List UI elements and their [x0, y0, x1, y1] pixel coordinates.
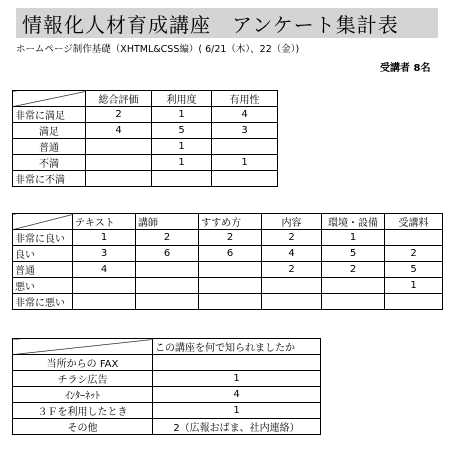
row-label: 普通: [13, 139, 86, 155]
column-header: テキスト: [73, 214, 136, 230]
column-header: 環境・設備: [322, 214, 385, 230]
row-label: 非常に良い: [13, 230, 73, 246]
table-row: [13, 123, 278, 139]
table-cell: [385, 230, 443, 246]
table-cell: [136, 294, 199, 310]
title-bar: [16, 8, 438, 38]
table-cell: [199, 294, 262, 310]
column-header: 受講料: [385, 214, 443, 230]
column-header: 総合評価: [86, 91, 152, 107]
attendee-count: 受講者 8名: [380, 63, 431, 74]
evaluation-table: [12, 213, 443, 310]
row-label: ３Ｆを利用したとき: [13, 403, 153, 419]
column-header: 講師: [136, 214, 199, 230]
table-row: [13, 355, 321, 371]
table-cell: 4: [73, 262, 136, 278]
table-cell: [136, 262, 199, 278]
row-label: 非常に悪い: [13, 294, 73, 310]
table-cell: 1: [153, 403, 321, 419]
table-cell: 1: [153, 371, 321, 387]
row-label: 当所からの FAX: [13, 355, 153, 371]
table-cell: [73, 294, 136, 310]
table-cell: 4: [86, 123, 152, 139]
table-cell: 2: [199, 230, 262, 246]
row-label: 不満: [13, 155, 86, 171]
question-header: この講座を何で知られましたか: [153, 339, 321, 355]
table-row: [13, 387, 321, 403]
table-cell: 4: [212, 107, 278, 123]
table-row: [13, 171, 278, 187]
table-cell: [136, 278, 199, 294]
table-corner-cell: [13, 214, 73, 230]
table-cell: 1: [152, 107, 212, 123]
table-row: [13, 278, 443, 294]
table-cell: 2: [385, 246, 443, 262]
row-label: 非常に満足: [13, 107, 86, 123]
table-cell: 2: [262, 262, 322, 278]
page-title: 情報化人材育成講座 アンケート集計表: [22, 12, 399, 37]
table-row: [13, 230, 443, 246]
table-cell: 1: [152, 139, 212, 155]
table-row: [13, 155, 278, 171]
table-row: [13, 262, 443, 278]
column-header: 有用性: [212, 91, 278, 107]
table-row: [13, 246, 443, 262]
table-cell: 4: [262, 246, 322, 262]
table-cell: [262, 294, 322, 310]
table-cell: 2（広報おばま、社内連絡）: [153, 419, 321, 435]
table-cell: 1: [322, 230, 385, 246]
table-cell: [322, 294, 385, 310]
table-cell: 2: [136, 230, 199, 246]
table-cell: 3: [73, 246, 136, 262]
table-cell: [262, 278, 322, 294]
table-cell: 3: [212, 123, 278, 139]
column-header: すすめ方: [199, 214, 262, 230]
table-cell: 5: [385, 262, 443, 278]
table-cell: [199, 278, 262, 294]
table-row: [13, 371, 321, 387]
table-cell: 5: [152, 123, 212, 139]
table-header-row: [13, 214, 443, 230]
table-cell: 1: [73, 230, 136, 246]
row-label: その他: [13, 419, 153, 435]
satisfaction-table: [12, 90, 278, 187]
table-cell: 2: [262, 230, 322, 246]
table-cell: [86, 139, 152, 155]
row-label: 良い: [13, 246, 73, 262]
row-label: ｲﾝﾀｰﾈｯﾄ: [13, 387, 153, 403]
column-header: 利用度: [152, 91, 212, 107]
column-header: 内容: [262, 214, 322, 230]
row-label: 非常に不満: [13, 171, 86, 187]
row-label: 満足: [13, 123, 86, 139]
table-row: [13, 107, 278, 123]
table-header-row: [13, 339, 321, 355]
table-row: [13, 139, 278, 155]
table-cell: 1: [212, 155, 278, 171]
table-corner-cell: [13, 339, 153, 355]
table-row: [13, 294, 443, 310]
table-cell: 2: [86, 107, 152, 123]
table-cell: [322, 278, 385, 294]
table-cell: [73, 278, 136, 294]
table-cell: 6: [136, 246, 199, 262]
table-cell: 5: [322, 246, 385, 262]
table-corner-cell: [13, 91, 86, 107]
table-cell: 4: [153, 387, 321, 403]
table-cell: [385, 294, 443, 310]
table-row: [13, 419, 321, 435]
course-subtitle: ホームページ制作基礎（XHTML&CSS編）( 6/21（木）、22（金）): [16, 44, 300, 55]
table-cell: 6: [199, 246, 262, 262]
table-cell: [86, 155, 152, 171]
row-label: チラシ広告: [13, 371, 153, 387]
row-label: 普通: [13, 262, 73, 278]
table-cell: [153, 355, 321, 371]
awareness-table: [12, 338, 321, 435]
table-cell: [152, 171, 212, 187]
table-cell: [86, 171, 152, 187]
row-label: 悪い: [13, 278, 73, 294]
table-cell: 1: [152, 155, 212, 171]
table-cell: 1: [385, 278, 443, 294]
table-cell: [212, 171, 278, 187]
table-row: [13, 403, 321, 419]
table-header-row: [13, 91, 278, 107]
table-cell: [199, 262, 262, 278]
table-cell: 2: [322, 262, 385, 278]
table-cell: [212, 139, 278, 155]
